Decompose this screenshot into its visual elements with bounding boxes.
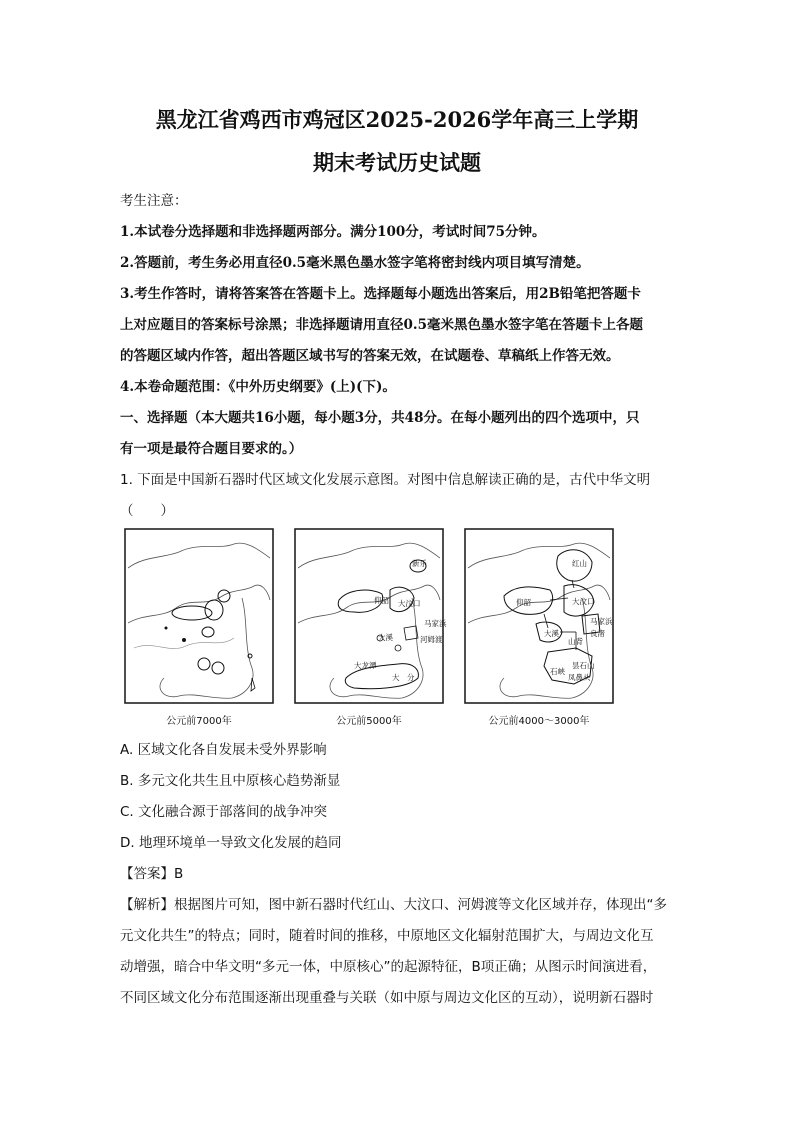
notice-item-1: 1.本试卷分选择题和非选择题两部分。满分100分，考试时间75分钟。 [120, 224, 546, 240]
analysis-line-2: 元文化共生”的特点；同时，随着时间的推移，中原地区文化辐射范围扩大，与周边文化互 [120, 928, 654, 944]
map2-label-yangshao: 仰韶 [374, 596, 389, 605]
map3-label-dawenkou: 大汶口 [572, 597, 595, 606]
analysis-line-3: 动增强，暗合中华文明“多元一体，中原核心”的起源特征，B项正确；从图示时间演进看， [120, 959, 657, 975]
map2-label-hemudu: 河姆渡 [420, 635, 443, 644]
map2-label-majiabang: 马家浜 [424, 619, 447, 628]
analysis-text-1: 根据图片可知，图中新石器时代红山、大汶口、河姆渡等文化区域并存，体现出“多 [174, 897, 667, 913]
map3-label-shixia: 石峡 [550, 667, 565, 676]
notice-item-4: 4.本卷命题范围：《中外历史纲要》(上)(下)。 [120, 379, 396, 395]
section-heading-line2: 有一项是最符合题目要求的。） [120, 441, 303, 457]
map3-label-tanshishan: 昙石山 [572, 661, 595, 670]
map3-label-hongshan: 红山 [572, 559, 587, 568]
notice-heading: 考生注意： [120, 193, 188, 209]
map2-label-xinle: 新乐 [412, 559, 427, 568]
analysis-line-4: 不同区域文化分布范围逐渐出现重叠与关联（如中原与周边文化区的互动），说明新石器时 [120, 990, 654, 1006]
map2-label-dalongtan: 大龙潭 [354, 661, 377, 670]
question-1-stem: 1. 下面是中国新石器时代区域文化发展示意图。对图中信息解读正确的是，古代中华文明 [120, 472, 651, 488]
map2-label-dawenkou: 大汶口 [398, 599, 421, 608]
notice-item-3-cont-1: 上对应题目的答案标号涂黑；非选择题请用直径0.5毫米黑色墨水签字笔在答题卡上各题 [120, 317, 643, 333]
map2-label-dafen: 大 分 [392, 673, 415, 682]
map3-label-shanbei: 山背 [568, 637, 583, 646]
option-a: A. 区域文化各自发展未受外界影响 [120, 742, 327, 758]
map-4000-3000bc-caption: 公元前4000～3000年 [488, 716, 590, 727]
map-5000bc [294, 528, 447, 704]
map3-label-yangshao: 仰韶 [516, 598, 531, 607]
map3-label-liangzhu: 良渚 [590, 629, 605, 638]
map-4000-3000bc [464, 528, 614, 704]
notice-item-3-cont-2: 的答题区域内作答，超出答题区域书写的答案无效，在试题卷、草稿纸上作答无效。 [120, 348, 620, 364]
map2-label-daxi: 大溪 [378, 633, 393, 642]
map3-label-majiabang: 马家浜 [590, 617, 613, 626]
map3-label-daxi: 大溪 [544, 629, 559, 638]
document-title-line2: 期末考试历史试题 [313, 150, 481, 175]
option-b: B. 多元文化共生且中原核心趋势渐显 [120, 773, 341, 789]
analysis-label: 【解析】 [120, 897, 174, 913]
option-c: C. 文化融合源于部落间的战争冲突 [120, 804, 328, 820]
question-1-paren: （ ） [120, 503, 174, 519]
notice-item-3: 3.考生作答时，请将答案答在答题卡上。选择题每小题选出答案后，用2B铅笔把答题卡 [120, 286, 641, 302]
answer-line [120, 862, 183, 882]
map-7000bc [124, 528, 274, 704]
option-d: D. 地理环境单一导致文化发展的趋同 [120, 835, 342, 851]
analysis-line-1 [120, 893, 667, 913]
map3-label-fengbitou: 凤鼻头 [568, 673, 591, 682]
map-7000bc-caption: 公元前7000年 [166, 716, 232, 727]
map-5000bc-caption: 公元前5000年 [336, 716, 402, 727]
section-heading-line1: 一、选择题（本大题共16小题，每小题3分，共48分。在每小题列出的四个选项中，只 [120, 410, 640, 426]
document-title-line1: 黑龙江省鸡西市鸡冠区2025-2026学年高三上学期 [155, 107, 639, 132]
answer-value: B [174, 866, 184, 882]
answer-label: 【答案】 [120, 866, 174, 882]
notice-item-2: 2.答题前，考生务必用直径0.5毫米黑色墨水签字笔将密封线内项目填写清楚。 [120, 255, 590, 271]
